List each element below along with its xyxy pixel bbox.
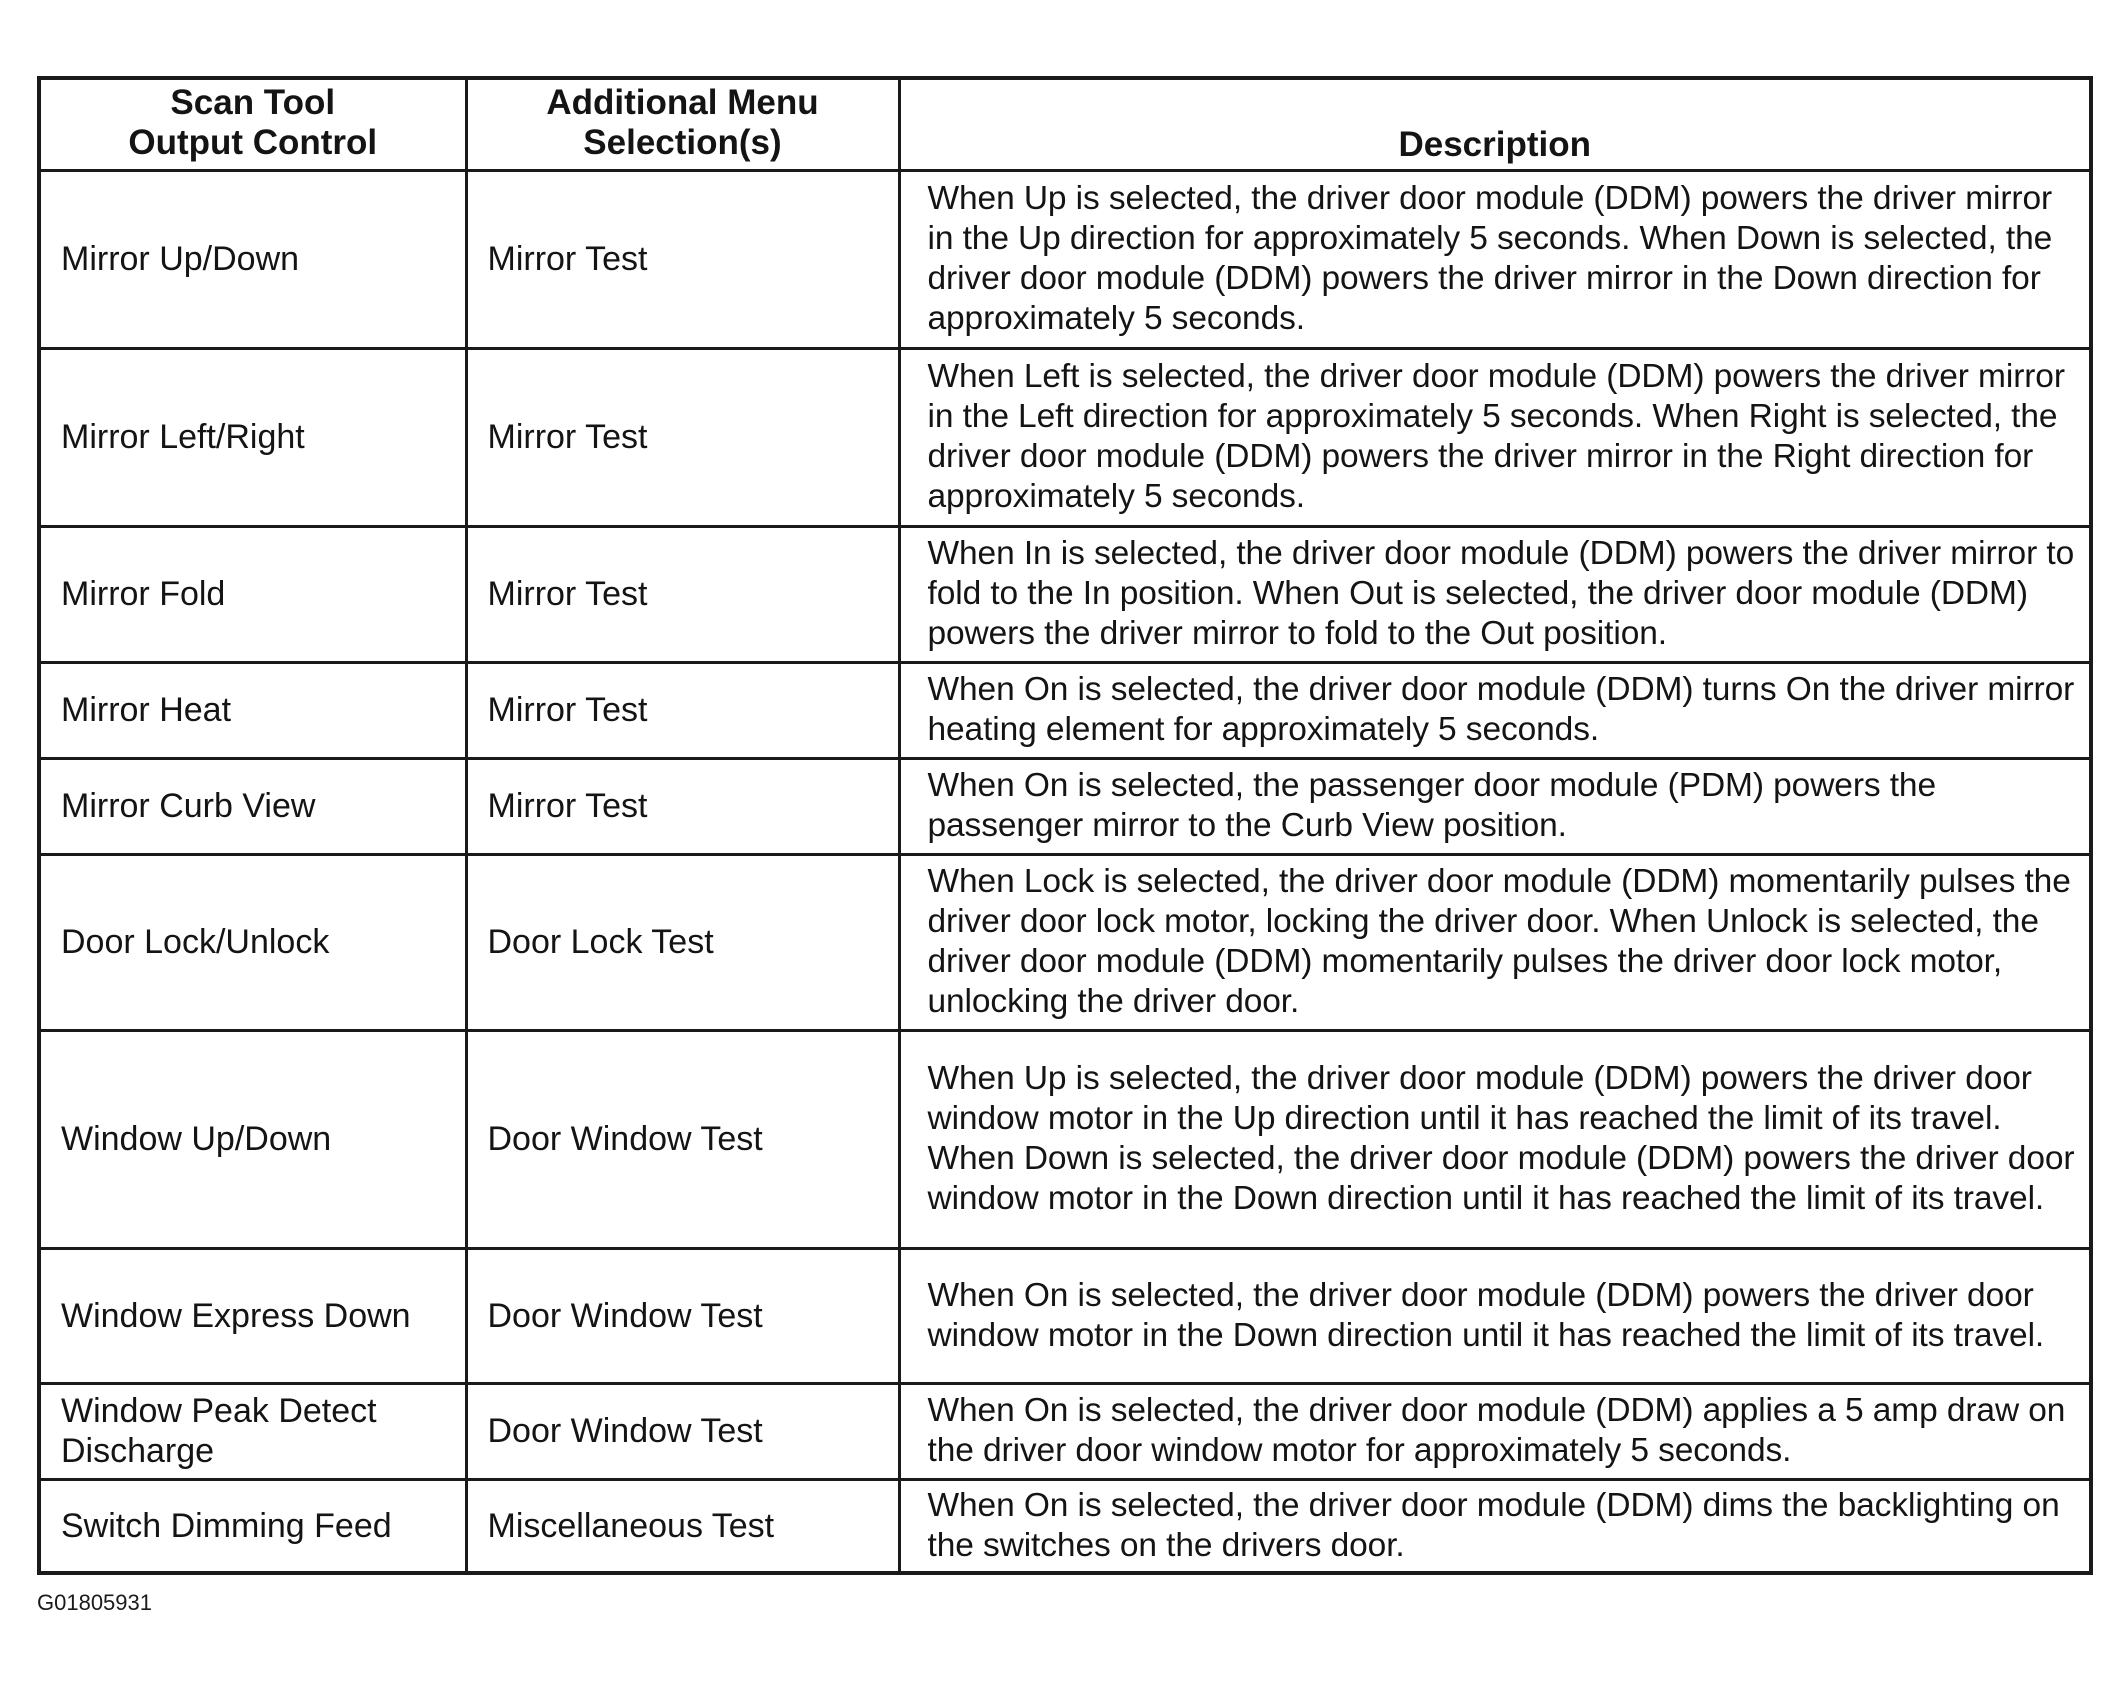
menu-selection-cell: Mirror Test — [466, 348, 899, 526]
description-cell: When On is selected, the driver door module (DDM) powers the driver door window motor in the Down direction until it has reached the limit of its travel. — [899, 1248, 2091, 1383]
table-row — [39, 526, 2091, 662]
description-cell: When On is selected, the driver door module (DDM) dims the backlighting on the switches on the drivers door. — [899, 1479, 2091, 1573]
header-line: Additional Menu — [546, 83, 819, 123]
output-control-cell: Mirror Curb View — [39, 758, 466, 854]
output-control-cell: Mirror Left/Right — [39, 348, 466, 526]
table-row — [39, 1248, 2091, 1383]
menu-selection-cell: Mirror Test — [466, 758, 899, 854]
menu-selection-cell: Mirror Test — [466, 170, 899, 348]
header-line: Scan Tool — [170, 83, 336, 123]
description-cell: When Up is selected, the driver door module (DDM) powers the driver mirror in the Up direction for approximately 5 seconds. When Down is selected, the driver door module (DDM) powers the driver mirror in the Down direction for approximately 5 seconds. — [899, 170, 2091, 348]
table-row — [39, 758, 2091, 854]
output-control-cell: Mirror Up/Down — [39, 170, 466, 348]
menu-selection-cell: Mirror Test — [466, 662, 899, 758]
header-line: Selection(s) — [583, 123, 782, 163]
menu-selection-cell: Mirror Test — [466, 526, 899, 662]
description-cell: When Lock is selected, the driver door module (DDM) momentarily pulses the driver door lock motor, locking the driver door. When Unlock is selected, the driver door module (DDM) momentarily pulses the driver door lock motor, unlocking the driver door. — [899, 854, 2091, 1030]
description-cell: When On is selected, the driver door module (DDM) applies a 5 amp draw on the driver door window motor for approximately 5 seconds. — [899, 1383, 2091, 1479]
menu-selection-cell: Door Lock Test — [466, 854, 899, 1030]
output-control-cell: Mirror Heat — [39, 662, 466, 758]
output-control-cell: Mirror Fold — [39, 526, 466, 662]
header-description: Description — [899, 78, 2091, 170]
menu-selection-cell: Door Window Test — [466, 1383, 899, 1479]
description-cell: When In is selected, the driver door module (DDM) powers the driver mirror to fold to the In position. When Out is selected, the driver door module (DDM) powers the driver mirror to fold to the Out position. — [899, 526, 2091, 662]
description-cell: When On is selected, the driver door module (DDM) turns On the driver mirror heating element for approximately 5 seconds. — [899, 662, 2091, 758]
description-cell: When Up is selected, the driver door module (DDM) powers the driver door window motor in the Up direction until it has reached the limit of its travel. When Down is selected, the driver door module (DDM) powers the driver door window motor in the Down direction until it has reached the limit of its travel. — [899, 1030, 2091, 1248]
header-additional-menu-selections — [466, 78, 899, 170]
table-row — [39, 1383, 2091, 1479]
output-control-cell: Window Express Down — [39, 1248, 466, 1383]
menu-selection-cell: Door Window Test — [466, 1248, 899, 1383]
header-line: Output Control — [128, 123, 378, 163]
output-control-cell: Window Up/Down — [39, 1030, 466, 1248]
description-cell: When On is selected, the passenger door module (PDM) powers the passenger mirror to the Curb View position. — [899, 758, 2091, 854]
table-row — [39, 662, 2091, 758]
figure-id-label: G01805931 — [37, 1590, 152, 1615]
output-control-cell: Switch Dimming Feed — [39, 1479, 466, 1573]
output-control-cell: Door Lock/Unlock — [39, 854, 466, 1030]
table-row — [39, 170, 2091, 348]
menu-selection-cell: Door Window Test — [466, 1030, 899, 1248]
table-row — [39, 1030, 2091, 1248]
description-cell: When Left is selected, the driver door module (DDM) powers the driver mirror in the Left direction for approximately 5 seconds. When Right is selected, the driver door module (DDM) powers the driver mirror in the Right direction for approximately 5 seconds. — [899, 348, 2091, 526]
menu-selection-cell: Miscellaneous Test — [466, 1479, 899, 1573]
scan-tool-output-control-table — [37, 76, 2093, 1575]
table-row — [39, 854, 2091, 1030]
header-scan-tool-output-control — [39, 78, 466, 170]
table-row — [39, 1479, 2091, 1573]
output-control-cell: Window Peak Detect Discharge — [39, 1383, 466, 1479]
table-header-row — [39, 78, 2091, 170]
table-row — [39, 348, 2091, 526]
